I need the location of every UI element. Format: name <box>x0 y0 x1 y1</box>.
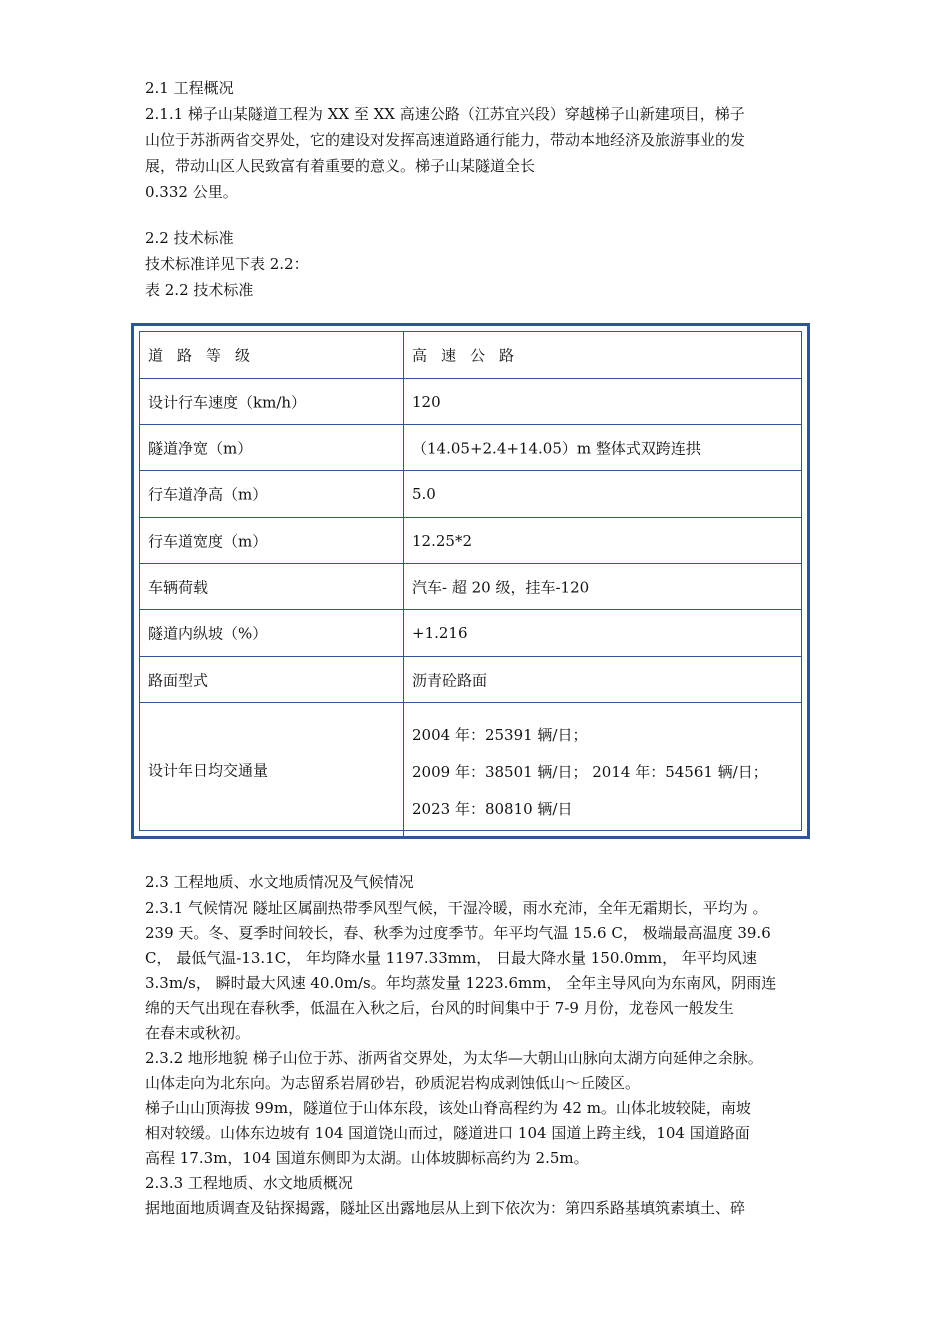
terrain-line-4: 相对较缓。山体东边坡有 104 国道饶山而过，隧道进口 104 国道上跨主线，104 国道路面 <box>145 1124 750 1142</box>
table-cell-label <box>140 332 404 378</box>
table-row <box>140 471 801 518</box>
table-cell-label <box>140 564 404 609</box>
table-row <box>140 332 801 379</box>
table-caption: 表 2.2 技术标准 <box>145 281 254 299</box>
table-cell-value <box>404 425 801 470</box>
row-value: 汽车- 超 20 级，挂车-120 <box>412 578 590 596</box>
table-cell-value <box>404 564 801 609</box>
table-cell-label <box>140 657 404 702</box>
row-value: 12.25*2 <box>412 531 472 550</box>
table-cell-value <box>404 518 801 563</box>
climate-line-6: 在春末或秋初。 <box>145 1024 251 1042</box>
terrain-line-5: 高程 17.3m，104 国道东侧即为太湖。山体坡脚标高约为 2.5m。 <box>145 1149 589 1167</box>
terrain-line-1: 2.3.2 地形地貌 梯子山位于苏、浙两省交界处，为太华—大朝山山脉向太湖方向延伸之余脉。 <box>145 1049 763 1067</box>
table-cell-label <box>140 703 404 836</box>
table-row <box>140 379 801 425</box>
row-label: 行车道宽度（m） <box>148 532 268 550</box>
table-cell-label <box>140 610 404 656</box>
table-cell-label <box>140 471 404 517</box>
row-value: 沥青砼路面 <box>412 671 488 689</box>
table-row <box>140 657 801 703</box>
table-row <box>140 703 801 836</box>
row-label: 设计年日均交通量 <box>148 761 269 779</box>
section-2-3-heading: 2.3 工程地质、水文地质情况及气候情况 <box>145 873 414 891</box>
row-label: 车辆荷载 <box>148 578 209 596</box>
row-value: （14.05+2.4+14.05）m 整体式双跨连拱 <box>412 439 701 457</box>
table-cell-value <box>404 703 801 836</box>
traffic-line: 2009 年：38501 辆/日； 2014 年：54561 辆/日； <box>412 763 768 781</box>
row-label: 隧道净宽（m） <box>148 439 253 457</box>
traffic-values <box>412 717 768 828</box>
table-row <box>140 425 801 471</box>
section-2-2-heading: 2.2 技术标准 <box>145 229 234 247</box>
row-label: 隧道内纵坡（%） <box>148 624 268 643</box>
section-2-1-line-1: 2.1.1 梯子山某隧道工程为 XX 至 XX 高速公路（江苏宜兴段）穿越梯子山新建项目，梯子 <box>145 105 745 123</box>
climate-line-1: 2.3.1 气候情况 隧址区属副热带季风型气候，干湿冷暖，雨水充沛，全年无霜期长，平均为 。 <box>145 899 768 917</box>
table-cell-value <box>404 610 801 656</box>
terrain-line-2: 山体走向为北东向。为志留系岩屑砂岩，砂质泥岩构成剥蚀低山～丘陵区。 <box>145 1074 641 1092</box>
table-cell-value <box>404 657 801 702</box>
traffic-line: 2004 年：25391 辆/日； <box>412 726 588 744</box>
row-value: 高速公路 <box>412 346 529 365</box>
row-label: 设计行车速度（km/h） <box>148 393 307 411</box>
row-value: 120 <box>412 392 441 411</box>
table-row <box>140 518 801 564</box>
row-label: 路面型式 <box>148 671 209 689</box>
climate-line-5: 绵的天气出现在春秋季，低温在入秋之后，台风的时间集中于 7-9 月份，龙卷风一般发生 <box>145 999 734 1017</box>
table-inner-border <box>139 331 802 831</box>
row-value: 5.0 <box>412 485 436 503</box>
table-cell-value <box>404 379 801 424</box>
climate-line-4: 3.3m/s， 瞬时最大风速 40.0m/s。年均蒸发量 1223.6mm， 全年主导风向为东南风，阴雨连 <box>145 974 777 992</box>
geology-heading: 2.3.3 工程地质、水文地质概况 <box>145 1174 353 1192</box>
section-2-2-intro: 技术标准详见下表 2.2： <box>145 255 309 273</box>
table-cell-label <box>140 518 404 563</box>
climate-line-3: C， 最低气温-13.1C， 年均降水量 1197.33mm， 日最大降水量 150.0mm， 年平均风速 <box>145 949 757 967</box>
row-label: 道路等级 <box>148 346 265 365</box>
terrain-line-3: 梯子山山顶海拔 99m，隧道位于山体东段，该处山脊高程约为 42 m。山体北坡较陡，南坡 <box>145 1099 751 1117</box>
technical-standards-table <box>131 323 810 839</box>
table-row <box>140 564 801 610</box>
geology-line: 据地面地质调查及钻探揭露，隧址区出露地层从上到下依次为：第四系路基填筑素填土、碎 <box>145 1199 746 1217</box>
section-2-1-line-3: 展，带动山区人民致富有着重要的意义。梯子山某隧道全长 <box>145 157 536 175</box>
section-2-1-line-2: 山位于苏浙两省交界处，它的建设对发挥高速道路通行能力，带动本地经济及旅游事业的发 <box>145 131 746 149</box>
table-cell-label <box>140 425 404 470</box>
section-2-1-heading: 2.1 工程概况 <box>145 79 234 97</box>
row-label: 行车道净高（m） <box>148 485 268 504</box>
table-cell-value <box>404 471 801 517</box>
section-2-1-line-4: 0.332 公里。 <box>145 183 238 201</box>
climate-line-2: 239 天。冬、夏季时间较长，春、秋季为过度季节。年平均气温 15.6 C， 极端最高温度 39.6 <box>145 924 771 942</box>
table-cell-label <box>140 379 404 424</box>
table-row <box>140 610 801 657</box>
row-value: +1.216 <box>412 624 468 642</box>
traffic-line: 2023 年：80810 辆/日 <box>412 800 573 818</box>
table-cell-value <box>404 332 801 378</box>
